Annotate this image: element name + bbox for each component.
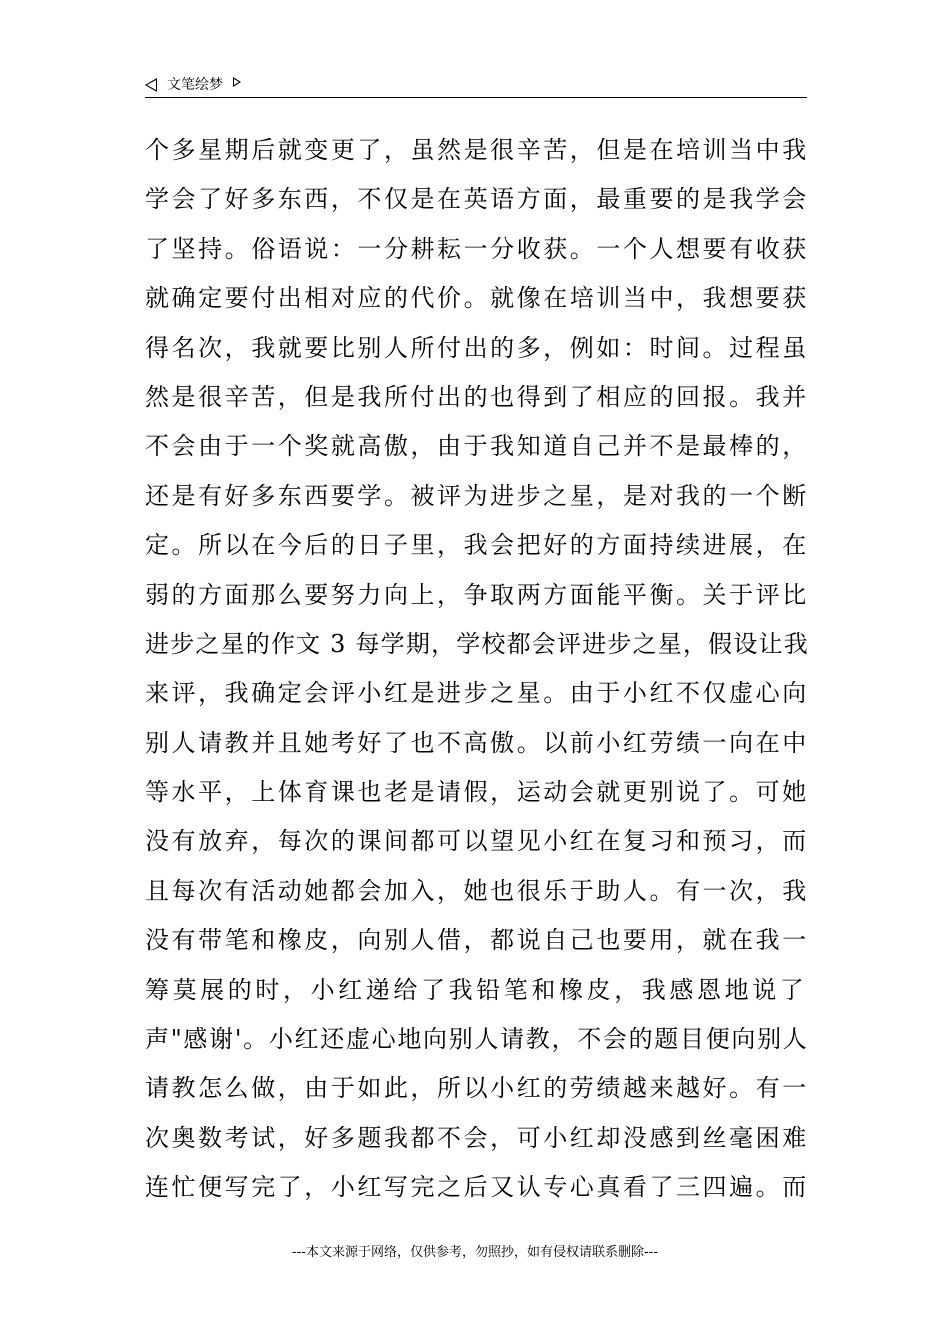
text-line: 得名次，我就要比别人所付出的多，例如：时间。过程虽: [145, 333, 809, 362]
text-line: 个多星期后就变更了，虽然是很辛苦，但是在培训当中我: [145, 136, 809, 164]
text-line: 就确定要付出相对应的代价。就像在培训当中，我想要获: [145, 284, 809, 313]
text-line: 筹莫展的时，小红递给了我铅笔和橡皮，我感恩地说了: [145, 975, 808, 1004]
text-line: 进步之星的作文 3 每学期，学校都会评进步之星，假设让我: [145, 629, 809, 658]
text-line: 没有带笔和橡皮，向别人借，都说自己也要用，就在我一: [145, 926, 809, 955]
page-header: [145, 72, 807, 98]
text-line: 学会了好多东西，不仅是在英语方面，最重要的是我学会: [145, 185, 809, 214]
text-line: 然是很辛苦，但是我所付出的也得到了相应的回报。我并: [145, 382, 809, 411]
text-line: 别人请教并且她考好了也不高傲。以前小红劳绩一向在中: [145, 728, 809, 757]
text-line: 请教怎么做，由于如此，所以小红的劳绩越来越好。有一: [145, 1074, 809, 1103]
header-title: 文笔绘梦: [167, 76, 223, 93]
text-line: 来评，我确定会评小红是进步之星。由于小红不仅虚心向: [145, 679, 809, 708]
text-line: 次奥数考试，好多题我都不会，可小红却没感到丝毫困难: [145, 1123, 809, 1152]
body-text: [145, 126, 810, 1213]
left-triangle-icon: [145, 78, 157, 92]
text-line: 了坚持。俗语说：一分耕耘一分收获。一个人想要有收获: [145, 234, 809, 263]
text-line: 等水平，上体育课也老是请假，运动会就更别说了。可她: [145, 778, 809, 807]
text-line: 还是有好多东西要学。被评为进步之星，是对我的一个断: [145, 481, 809, 510]
text-line: 且每次有活动她都会加入，她也很乐于助人。有一次，我: [145, 876, 809, 905]
text-line: 声"感谢'。小红还虚心地向别人请教，不会的题目便向别人: [145, 1025, 809, 1054]
text-line: 弱的方面那么要努力向上，争取两方面能平衡。关于评比: [145, 580, 809, 609]
footer-notice: ---本文来源于网络，仅供参考，勿照抄，如有侵权请联系删除---: [291, 1245, 659, 1260]
text-line: 连忙便写完了，小红写完之后又认专心真看了三四遍。而: [145, 1173, 809, 1202]
text-line: 定。所以在今后的日子里，我会把好的方面持续进展，在: [145, 531, 809, 560]
text-line: 不会由于一个奖就高傲，由于我知道自己并不是最棒的，: [145, 432, 809, 461]
right-triangle-icon: [233, 77, 241, 87]
text-line: 没有放弃，每次的课间都可以望见小红在复习和预习，而: [145, 827, 809, 856]
